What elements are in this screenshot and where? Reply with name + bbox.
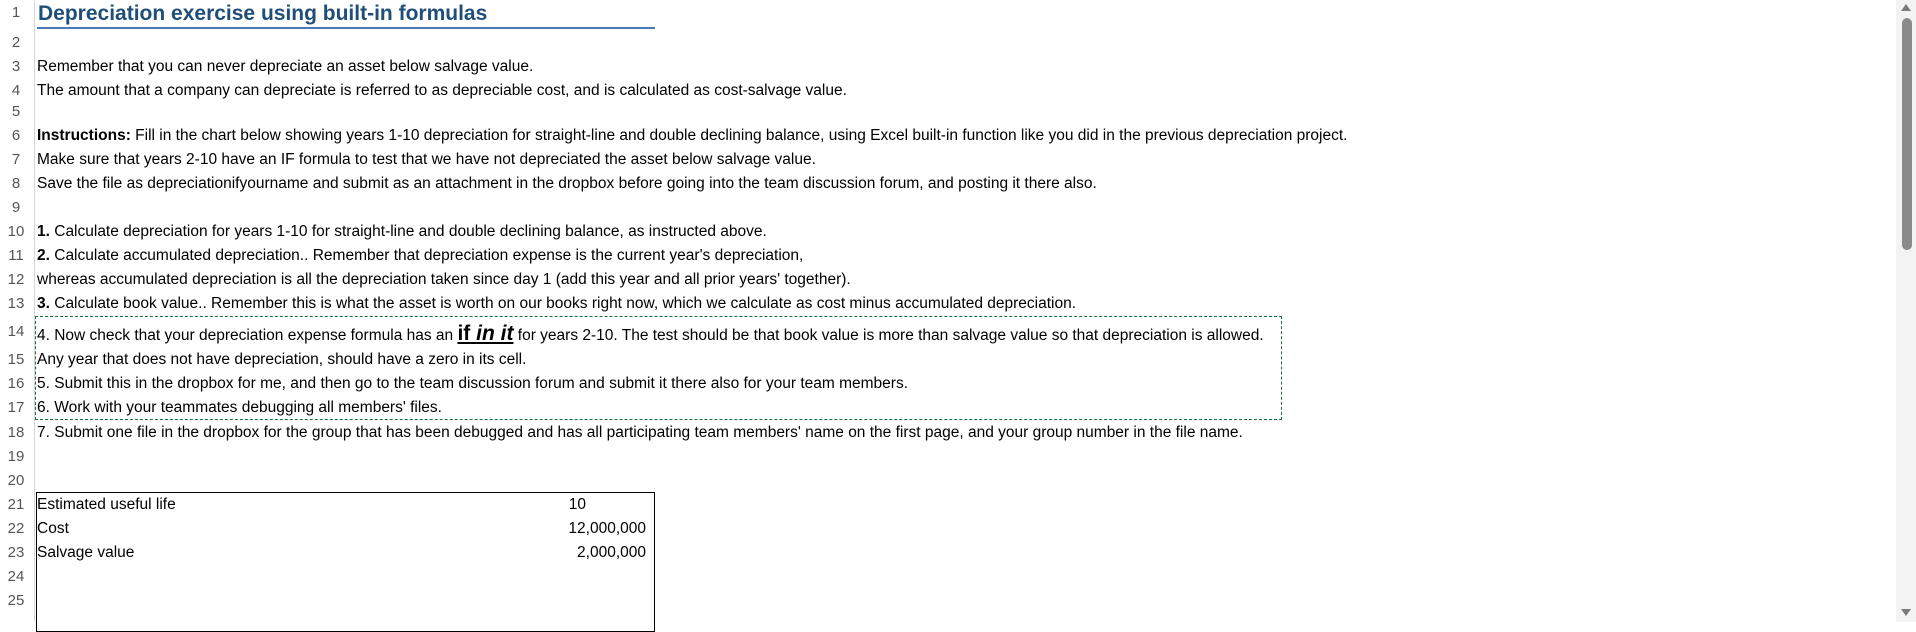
row-number[interactable]: 25 bbox=[7, 592, 25, 609]
row-12-text[interactable]: whereas accumulated depreciation is all the depreciation taken since day 1 (add this year and all prior years' together). bbox=[37, 271, 851, 288]
step-2-number: 2. bbox=[37, 247, 50, 264]
row-number[interactable]: 2 bbox=[11, 34, 21, 51]
row-number[interactable]: 6 bbox=[11, 127, 21, 144]
row-number[interactable]: 10 bbox=[7, 223, 25, 240]
row-number[interactable]: 14 bbox=[7, 323, 25, 340]
row-4-text[interactable]: The amount that a company can depreciate is referred to as depreciable cost, and is calculated as cost-salvage value. bbox=[37, 82, 847, 99]
step-3-number: 3. bbox=[37, 295, 50, 312]
cost-value[interactable]: 12,000,000 bbox=[568, 520, 646, 537]
row-number[interactable]: 16 bbox=[7, 375, 25, 392]
scroll-thumb[interactable] bbox=[1902, 18, 1912, 250]
row-16-text[interactable]: 5. Submit this in the dropbox for me, and then go to the team discussion forum and submit it there also for your team members. bbox=[37, 375, 909, 392]
instructions-text: Fill in the chart below showing years 1-10 depreciation for straight-line and double declining balance, using Excel built-in function like you did in the previous depreciation project. bbox=[130, 127, 1348, 144]
step-1-number: 1. bbox=[37, 223, 50, 240]
title-underline bbox=[37, 27, 655, 29]
row-number[interactable]: 12 bbox=[7, 271, 25, 288]
useful-life-value[interactable]: 10 bbox=[568, 496, 586, 513]
row-6-instructions[interactable] bbox=[37, 124, 1347, 148]
step-1-text: Calculate depreciation for years 1-10 for straight-line and double declining balance, as instructed above. bbox=[49, 223, 767, 240]
step-4-post: for years 2-10. The test should be that book value is more than salvage value so that depreciation is allowed. bbox=[513, 327, 1264, 344]
row-number[interactable]: 22 bbox=[7, 520, 25, 537]
row-number[interactable]: 13 bbox=[7, 295, 25, 312]
row-number[interactable]: 11 bbox=[8, 247, 24, 264]
row-number[interactable]: 3 bbox=[11, 58, 21, 75]
row-11-step[interactable] bbox=[37, 244, 803, 268]
step-2-text: Calculate accumulated depreciation.. Remember that depreciation expense is the current year's depreciation, bbox=[49, 247, 804, 264]
sheet-title[interactable]: Depreciation exercise using built-in formulas bbox=[38, 2, 488, 25]
salvage-label[interactable]: Salvage value bbox=[37, 544, 135, 561]
step-3-text: Calculate book value.. Remember this is what the asset is worth on our books right now, which we calculate as cost minus accumulated depreciation. bbox=[49, 295, 1077, 312]
row-14-text[interactable] bbox=[37, 320, 1264, 348]
row-number[interactable]: 21 bbox=[7, 496, 25, 513]
row-number[interactable]: 23 bbox=[7, 544, 25, 561]
row-number[interactable]: 4 bbox=[11, 82, 21, 99]
salvage-value[interactable]: 2,000,000 bbox=[577, 544, 646, 561]
row-number[interactable]: 20 bbox=[7, 472, 25, 489]
row-number[interactable]: 24 bbox=[7, 568, 25, 585]
row-3-text[interactable]: Remember that you can never depreciate an asset below salvage value. bbox=[37, 58, 534, 75]
row-13-step[interactable] bbox=[37, 292, 1076, 316]
row-number[interactable]: 19 bbox=[7, 448, 25, 465]
row-number[interactable]: 8 bbox=[11, 175, 21, 192]
row-number[interactable]: 5 bbox=[11, 103, 21, 120]
row-number[interactable]: 15 bbox=[7, 351, 25, 368]
step-4-pre: 4. Now check that your depreciation expense formula has an bbox=[37, 327, 458, 344]
if-in-it-emphasis: if in it bbox=[457, 322, 514, 345]
row-number[interactable]: 18 bbox=[7, 424, 25, 441]
vertical-scrollbar[interactable] bbox=[1896, 0, 1916, 622]
row-8-text[interactable]: Save the file as depreciationifyourname and submit as an attachment in the dropbox before going into the team discussion forum, and posting it there also. bbox=[37, 175, 1097, 192]
instructions-label: Instructions: bbox=[37, 127, 131, 144]
row-18-text[interactable]: 7. Submit one file in the dropbox for the group that has been debugged and has all participating team members' name on the first page, and your group number in the file name. bbox=[37, 424, 1243, 441]
row-number[interactable]: 1 bbox=[11, 4, 21, 21]
scroll-down-arrow-icon[interactable] bbox=[1901, 609, 1911, 616]
useful-life-label[interactable]: Estimated useful life bbox=[37, 496, 176, 513]
row-number[interactable]: 7 bbox=[11, 151, 21, 168]
row-7-text[interactable]: Make sure that years 2-10 have an IF formula to test that we have not depreciated the asset below salvage value. bbox=[37, 151, 816, 168]
row-15-text[interactable]: Any year that does not have depreciation, should have a zero in its cell. bbox=[37, 351, 527, 368]
row-number[interactable]: 17 bbox=[7, 399, 25, 416]
scroll-up-arrow-icon[interactable] bbox=[1901, 4, 1911, 11]
row-number[interactable]: 9 bbox=[11, 199, 21, 216]
cost-label[interactable]: Cost bbox=[37, 520, 69, 537]
row-17-text[interactable]: 6. Work with your teammates debugging all members' files. bbox=[37, 399, 442, 416]
row-10-step[interactable] bbox=[37, 220, 767, 244]
